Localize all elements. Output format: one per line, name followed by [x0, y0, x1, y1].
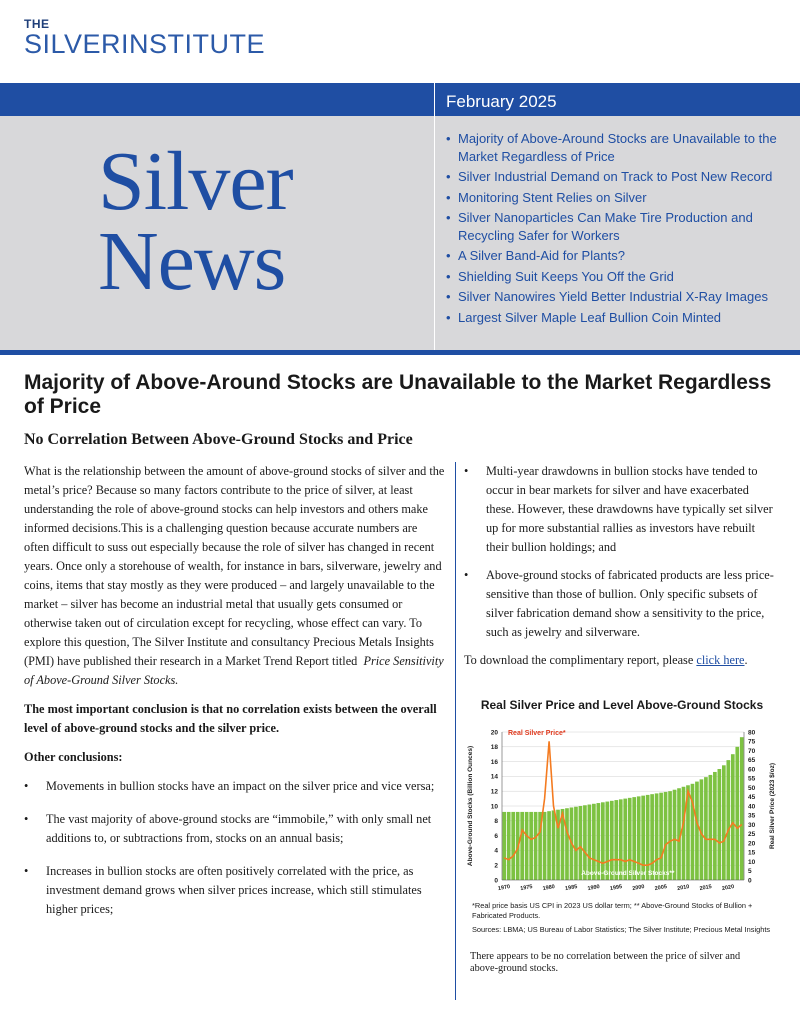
intro-text: What is the relationship between the amount of above-ground stocks of silver and the metal’s price? Because so many factors contribute to the price of silver, at least understanding the role of above-ground stocks can help investors and others make informed decisions.This is a challenging question because accurate numbers are often difficult to suss out especially because the role of silver has changed in recent years. Once only a storehouse of wealth, for instance in bars, silverware, jewelry and coins, items that stay mostly as they were produced – and largely unavailable to the market – silver has become an industrial metal that usually gets consumed or otherwise taken out of circulation except for recycling, whose effect can vary. To explore this question, The Silver Institute and consultancy Precious Metals Insights (PMI) have published their research in a Market Trend Report titled: [24, 464, 445, 668]
toc-item-label: A Silver Band-Aid for Plants?: [458, 248, 625, 263]
toc-item-label: Silver Nanoparticles Can Make Tire Production and Recycling Safer for Workers: [458, 210, 753, 243]
stock-bar: [650, 794, 654, 880]
stock-bar: [597, 803, 601, 880]
stock-bar: [713, 772, 717, 880]
bullet-icon: •: [446, 309, 451, 325]
list-item: [464, 462, 774, 557]
toc-item-label: Silver Nanowires Yield Better Industrial X-Ray Images: [458, 289, 768, 304]
masthead-top-bar: [0, 83, 800, 116]
stock-bar: [623, 799, 627, 880]
y-left-tick-label: 2: [494, 862, 498, 870]
bullet-icon: •: [464, 568, 469, 582]
y-left-tick-label: 16: [490, 758, 498, 766]
conclusions-list-left: [24, 777, 445, 919]
other-conclusions-heading: Other conclusions:: [24, 750, 123, 764]
price-series-label: Real Silver Price*: [508, 730, 566, 737]
list-item: [24, 777, 445, 796]
bullet-icon: •: [464, 464, 469, 478]
x-tick-label: 1975: [519, 883, 534, 893]
stock-bar: [682, 787, 686, 880]
article-intro: [24, 462, 445, 690]
article-subtitle: No Correlation Between Above-Ground Stocks and Price: [24, 431, 413, 448]
download-end: .: [744, 653, 748, 667]
toc-item[interactable]: [446, 288, 791, 306]
stock-bar: [668, 791, 672, 880]
y-left-tick-label: 8: [494, 818, 498, 826]
y-right-tick-label: 70: [748, 747, 756, 755]
x-tick-label: 2000: [631, 883, 646, 893]
newsletter-title: [98, 135, 293, 308]
y-left-axis-title: Above-Ground Stocks (Billion Ounces): [467, 745, 474, 867]
list-item-text: Increases in bullion stocks are often positively correlated with the price, as investment demand grows when silver prices increase, which still stimulates higher prices;: [46, 864, 422, 916]
stock-bar: [511, 812, 515, 880]
toc-item[interactable]: [446, 209, 791, 244]
y-right-tick-label: 65: [748, 757, 756, 765]
report-title: Price Sensitivity of Above-Ground Silver Stocks.: [24, 654, 444, 687]
bullet-icon: •: [446, 210, 451, 225]
stock-bar: [547, 811, 551, 880]
toc-item[interactable]: [446, 168, 791, 186]
bullet-icon: •: [24, 779, 29, 793]
y-left-tick-label: 10: [490, 803, 498, 811]
y-right-tick-label: 30: [748, 821, 756, 829]
y-right-tick-label: 55: [748, 775, 756, 783]
stock-bar: [583, 805, 587, 880]
stock-bar: [574, 807, 578, 880]
stock-bar: [655, 793, 659, 880]
article-right-column: [464, 462, 774, 670]
stocks-series-label: Above-Ground Silver Stocks**: [581, 870, 675, 877]
article-left-column: [24, 462, 445, 933]
x-tick-label: 1980: [542, 883, 556, 893]
x-tick-label: 2020: [721, 883, 735, 893]
article-title: Majority of Above-Around Stocks are Unavailable to the Market Regardless of Price: [24, 371, 772, 418]
x-tick-label: 2010: [676, 883, 690, 893]
x-tick-label: 1985: [564, 883, 578, 893]
stock-bar: [529, 812, 533, 880]
toc-item[interactable]: [446, 309, 791, 327]
stock-bar: [525, 812, 529, 880]
y-right-tick-label: 25: [748, 831, 756, 839]
stock-bar: [659, 793, 663, 880]
stock-bar: [601, 802, 605, 880]
stock-bar: [507, 812, 511, 880]
x-tick-label: 1970: [497, 883, 511, 893]
x-tick-label: 1990: [587, 883, 601, 893]
stock-bar: [565, 808, 569, 880]
toc-item-label: Silver Industrial Demand on Track to Post New Record: [458, 169, 773, 184]
stock-bar: [673, 790, 677, 880]
toc-item-label: Majority of Above-Around Stocks are Unavailable to the Market Regardless of Price: [458, 131, 777, 164]
stock-bar: [664, 792, 668, 880]
stock-bar: [592, 804, 596, 880]
toc-item-label: Largest Silver Maple Leaf Bullion Coin Minted: [458, 309, 722, 325]
bullet-icon: •: [446, 131, 451, 146]
stock-bar: [695, 782, 699, 880]
y-right-axis-title: Real Silver Price (2023 $/oz): [769, 763, 776, 849]
list-item: [24, 862, 445, 919]
stock-bar: [552, 810, 556, 880]
stock-bar: [704, 777, 708, 880]
y-left-tick-label: 20: [490, 729, 498, 737]
masthead-divider: [434, 83, 435, 350]
stock-bar: [726, 760, 730, 880]
stock-bar: [520, 812, 524, 880]
conclusions-list-right: [464, 462, 774, 642]
toc-item-label: Monitoring Stent Relies on Silver: [458, 189, 647, 205]
article-conclusion: The most important conclusion is that no correlation exists between the overall level of above-ground stocks and the silver price.: [24, 702, 437, 735]
toc-item[interactable]: [446, 130, 791, 165]
download-sentence: [464, 651, 774, 670]
x-tick-label: 1995: [609, 883, 623, 893]
y-right-tick-label: 80: [748, 729, 756, 737]
bullet-icon: •: [24, 864, 29, 878]
stock-bar: [637, 796, 641, 880]
y-right-tick-label: 10: [748, 858, 756, 866]
stock-bar: [543, 812, 547, 880]
issue-date: February 2025: [446, 92, 557, 111]
stock-bar: [605, 802, 609, 880]
y-right-tick-label: 15: [748, 849, 756, 857]
stock-bar: [534, 812, 538, 880]
stock-bar: [709, 775, 713, 880]
y-right-tick-label: 45: [748, 794, 756, 802]
y-right-tick-label: 75: [748, 738, 756, 746]
newsletter-title-line2: News: [98, 215, 286, 308]
y-right-tick-label: 50: [748, 784, 756, 792]
stock-bar: [731, 754, 735, 880]
list-item: [24, 810, 445, 848]
silver-institute-logo[interactable]: [24, 18, 265, 58]
list-item-text: Movements in bullion stocks have an impact on the silver price and vice versa;: [46, 779, 435, 793]
toc-item[interactable]: [446, 268, 791, 286]
x-tick-label: 2005: [654, 883, 668, 893]
y-left-tick-label: 4: [494, 847, 498, 855]
y-right-tick-label: 60: [748, 766, 756, 774]
newsletter-title-line1: Silver: [98, 135, 293, 228]
y-left-tick-label: 0: [494, 877, 498, 885]
stock-bar: [610, 801, 614, 880]
y-right-tick-label: 40: [748, 803, 756, 811]
silver-price-stocks-chart: [458, 718, 780, 900]
stock-bar: [722, 765, 726, 880]
stock-bar: [614, 800, 618, 880]
y-right-tick-label: 20: [748, 840, 756, 848]
toc-item-label: Shielding Suit Keeps You Off the Grid: [458, 268, 674, 284]
stock-bar: [646, 795, 650, 880]
download-text: To download the complimentary report, please: [464, 653, 694, 667]
bullet-icon: •: [446, 248, 451, 263]
logo-the-text: THE: [24, 17, 50, 31]
y-left-tick-label: 6: [494, 832, 498, 840]
stock-bar: [619, 799, 623, 880]
logo-silver-text: SILVER: [24, 29, 122, 59]
y-right-tick-label: 0: [748, 877, 752, 885]
stock-bar: [735, 747, 739, 880]
stock-bar: [579, 806, 583, 880]
column-divider: [455, 462, 456, 1000]
bullet-icon: •: [24, 812, 29, 826]
bullet-icon: •: [446, 189, 451, 205]
y-left-tick-label: 12: [490, 788, 498, 796]
bullet-icon: •: [446, 268, 451, 284]
y-right-tick-label: 5: [748, 868, 752, 876]
masthead-bottom-rule: [0, 350, 800, 355]
list-item-text: Multi-year drawdowns in bullion stocks have tended to occur in bear markets for silver and have exacerbated these. However, these drawdowns have typically set silver up for more substantial rallies as investors have rebuilt their bullion holdings; and: [486, 464, 773, 554]
bullet-icon: •: [446, 289, 451, 304]
list-item-text: Above-ground stocks of fabricated products are less price-sensitive than those of bullion. Only specific subsets of silver fabrication demand show a sensitivity to the price, such as jewelry and silverware.: [486, 568, 774, 639]
y-left-tick-label: 14: [490, 773, 498, 781]
stock-bar: [588, 805, 592, 880]
stock-bar: [632, 797, 636, 880]
logo-wordmark: [24, 30, 265, 58]
chart-title: Real Silver Price and Level Above-Ground Stocks: [480, 698, 764, 712]
logo-institute-text: INSTITUTE: [121, 29, 266, 59]
y-right-tick-label: 35: [748, 812, 756, 820]
bullet-icon: •: [446, 169, 451, 184]
list-item: [464, 566, 774, 642]
stock-bar: [718, 769, 722, 880]
stock-bar: [641, 796, 645, 880]
toc-item[interactable]: [446, 189, 791, 207]
stock-bar: [740, 737, 744, 880]
chart-caption: There appears to be no correlation between the price of silver and above-ground stocks.: [470, 951, 741, 974]
table-of-contents: [446, 130, 791, 329]
stock-bar: [502, 812, 506, 880]
toc-item[interactable]: [446, 247, 791, 265]
chart-sources: Sources: LBMA; US Bureau of Labor Statistics; The Silver Institute; Precious Metal Insights: [472, 925, 771, 934]
list-item-text: The vast majority of above-ground stocks are “immobile,” with only small net additions to, or subtractions from, stocks on an annual basis;: [46, 812, 432, 845]
x-tick-label: 2015: [699, 883, 713, 893]
y-left-tick-label: 18: [490, 744, 498, 752]
stock-bar: [628, 798, 632, 880]
download-report-link[interactable]: click here: [696, 653, 745, 667]
chart-footnote: *Real price basis US CPI in 2023 US dollar term; ** Above-Ground Stocks of Bullion + Fabricated Products.: [472, 901, 753, 920]
